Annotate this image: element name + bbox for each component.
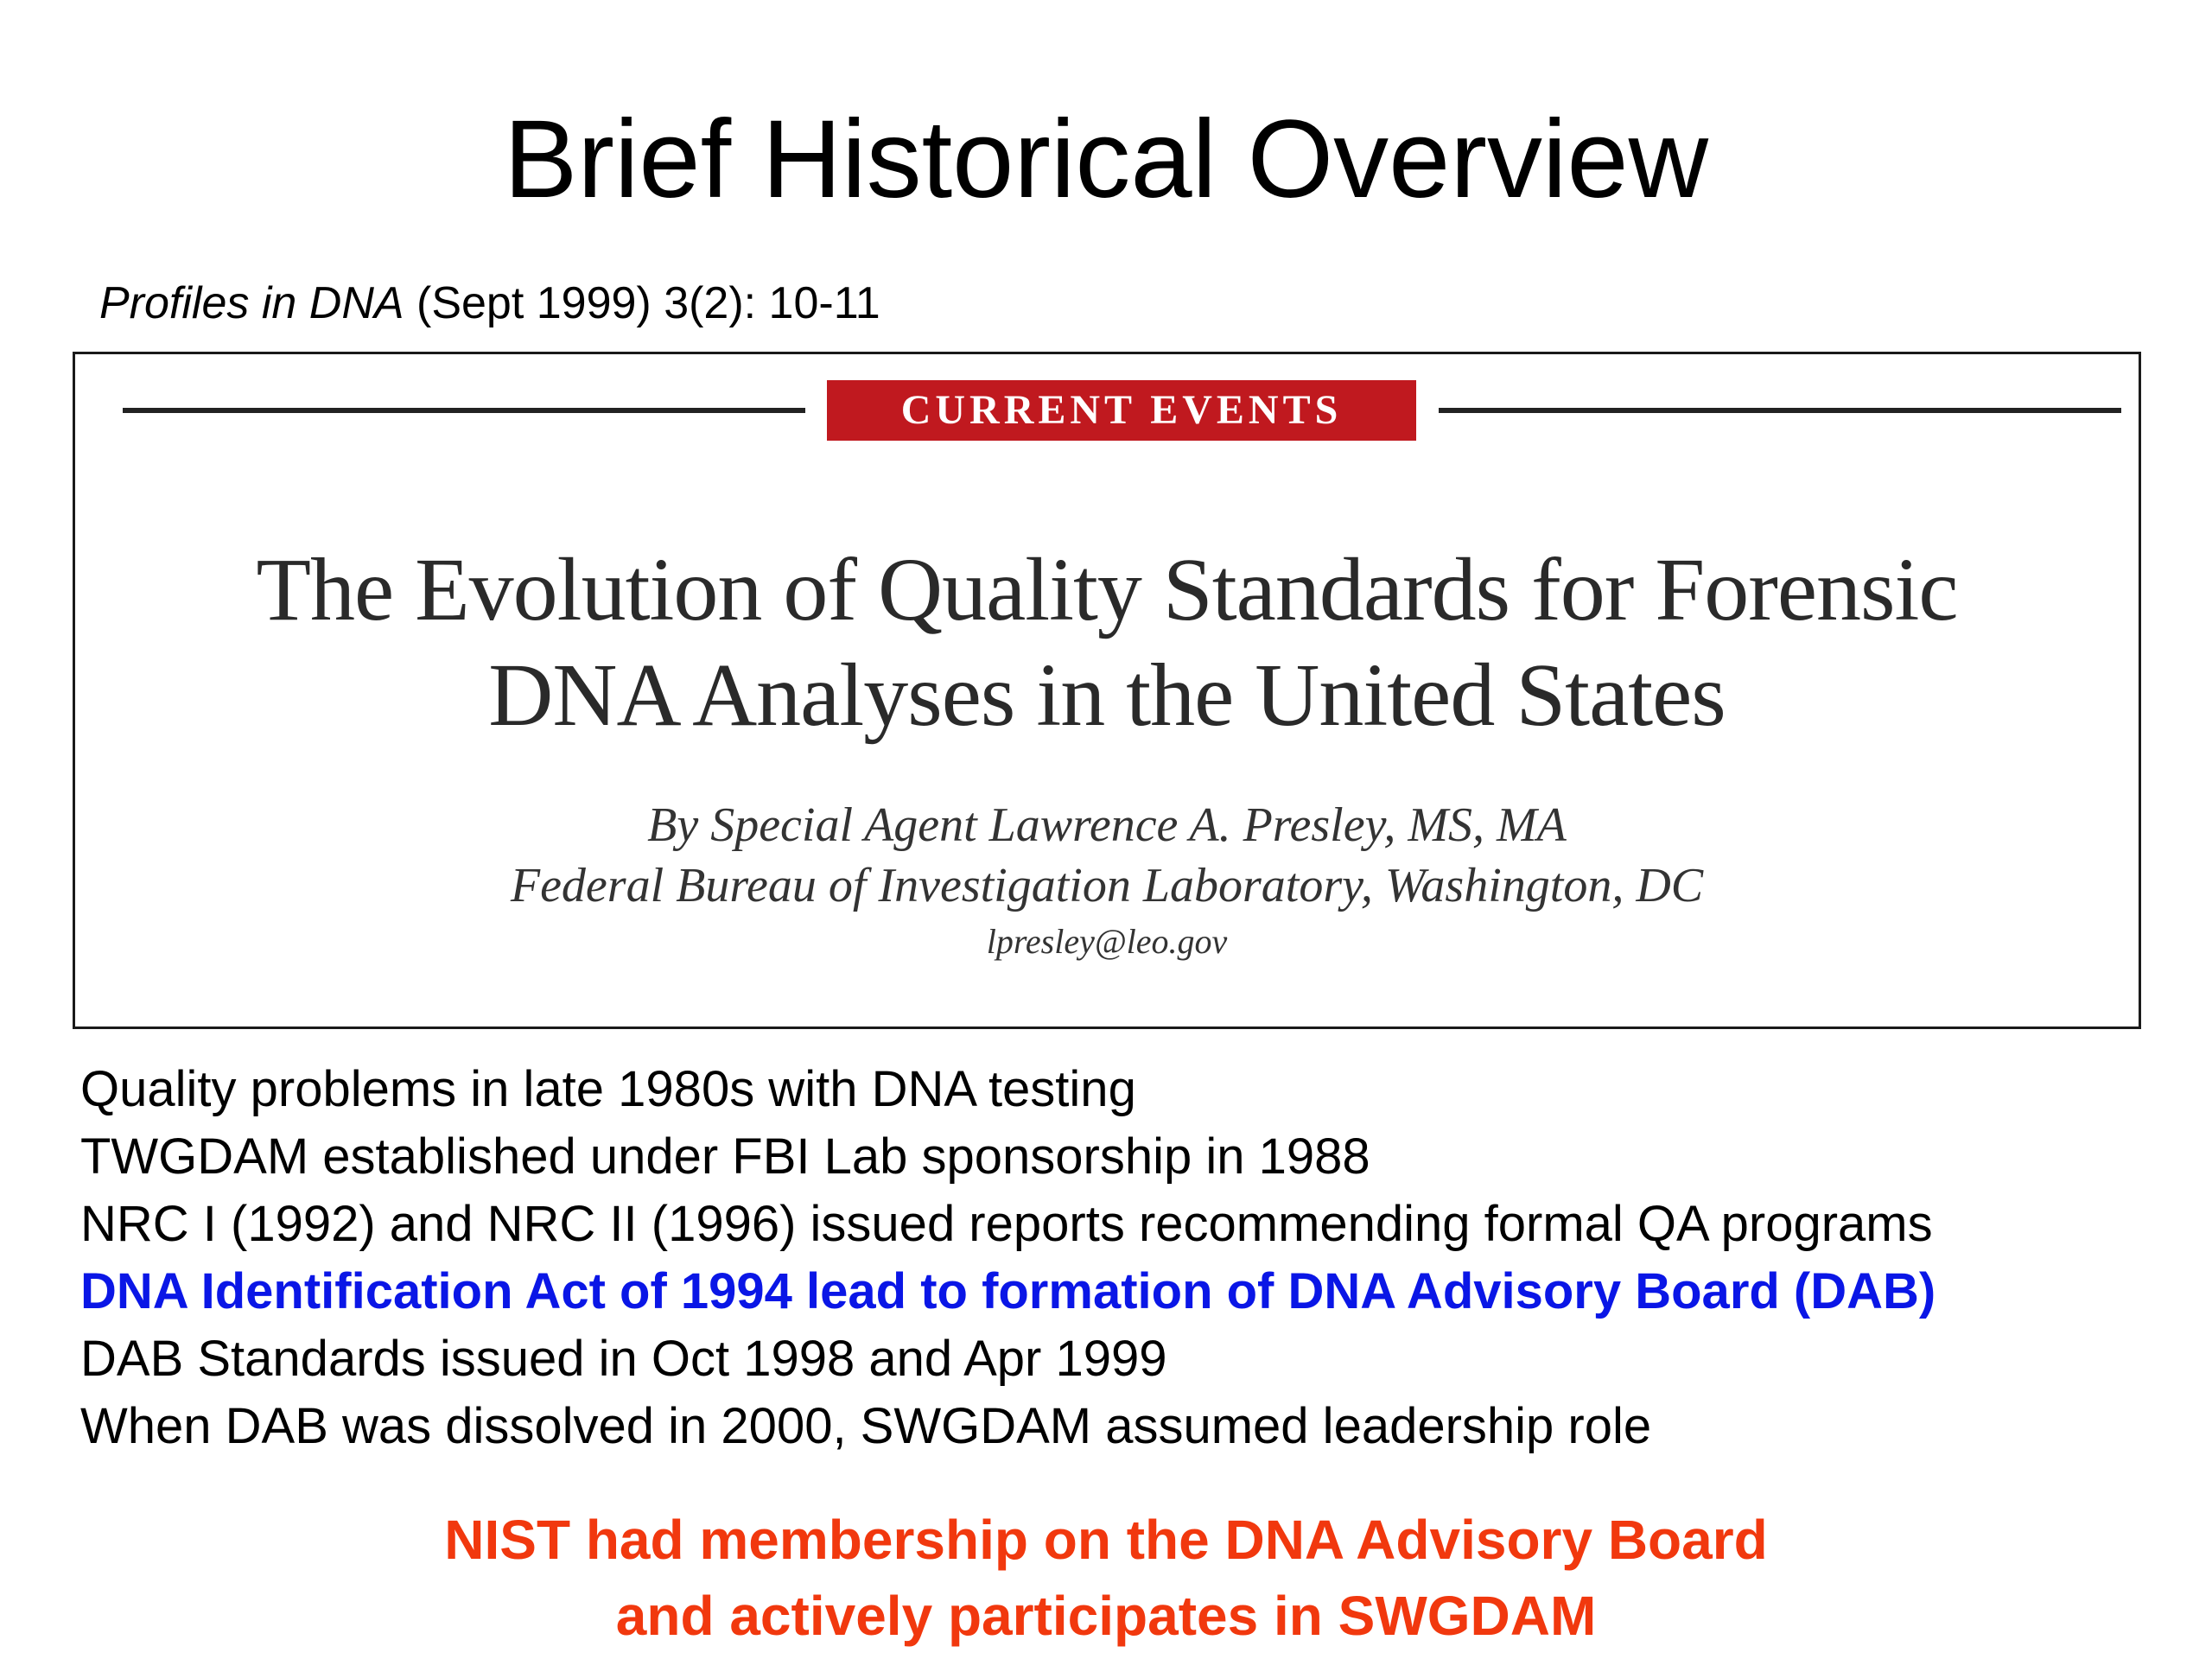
article-title-line-1: The Evolution of Quality Standards for Forensic (256, 540, 1958, 639)
article-clipping (73, 352, 2141, 1029)
callout-line-1: NIST had membership on the DNA Advisory Board (444, 1509, 1768, 1571)
current-events-banner: CURRENT EVENTS (827, 380, 1416, 441)
byline-author: By Special Agent Lawrence A. Presley, MS, MA (647, 798, 1567, 852)
list-item: When DAB was dissolved in 2000, SWGDAM assumed leadership role (80, 1398, 1652, 1454)
nist-callout (0, 1502, 2212, 1654)
list-item: NRC I (1992) and NRC II (1996) issued reports recommending formal QA programs (80, 1196, 1933, 1252)
list-item-highlight: DNA Identification Act of 1994 lead to formation of DNA Advisory Board (DAB) (80, 1263, 1936, 1319)
citation (99, 275, 880, 332)
article-byline (75, 795, 2139, 916)
article-title (75, 537, 2139, 748)
citation-details: (Sept 1999) 3(2): 10-11 (404, 278, 880, 328)
list-item: DAB Standards issued in Oct 1998 and Apr 1999 (80, 1331, 1167, 1387)
citation-journal: Profiles in DNA (99, 278, 404, 328)
banner-rule-right (1439, 408, 2121, 413)
callout-line-2: and actively participates in SWGDAM (615, 1585, 1597, 1647)
banner-rule-left (123, 408, 805, 413)
list-item: Quality problems in late 1980s with DNA testing (80, 1061, 1136, 1117)
article-title-line-2: DNA Analyses in the United States (488, 645, 1726, 745)
byline-affiliation: Federal Bureau of Investigation Laboratory, Washington, DC (510, 859, 1704, 912)
author-email: lpresley@leo.gov (986, 922, 1228, 961)
overview-list (80, 1056, 1936, 1460)
list-item: TWGDAM established under FBI Lab sponsorship in 1988 (80, 1128, 1370, 1185)
slide-title: Brief Historical Overview (503, 98, 1709, 221)
